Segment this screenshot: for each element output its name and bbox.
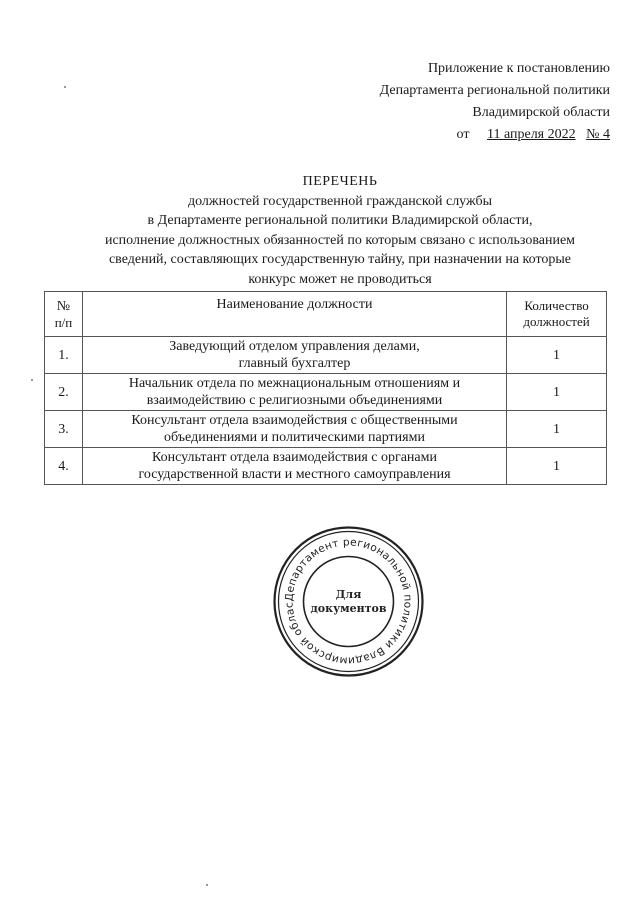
table-row (45, 411, 607, 448)
table-row (45, 448, 607, 485)
scan-speck (64, 86, 66, 88)
table-row (45, 337, 607, 374)
document-number: № 4 (586, 127, 610, 142)
row-count: 1 (507, 448, 607, 485)
row-count: 1 (507, 337, 607, 374)
row-number: 4. (45, 448, 83, 485)
stamp-seal (271, 524, 426, 679)
row-position-name: Консультант отдела взаимодействия с общественными объединениями и политическими партиями (82, 411, 506, 448)
row-position-name: Заведующий отделом управления делами, главный бухгалтер (82, 337, 506, 374)
title-line-4: сведений, составляющих государственную тайну, при назначении на которые (108, 252, 572, 267)
header-date-line (380, 124, 610, 146)
row-number: 2. (45, 374, 83, 411)
document-date: 11 апреля 2022 (486, 127, 576, 142)
document-header (380, 58, 610, 146)
table-header-row (45, 292, 607, 337)
title-heading: ПЕРЕЧЕНЬ (302, 174, 378, 189)
row-number: 1. (45, 337, 83, 374)
header-number: № п/п (45, 292, 83, 337)
row-position-name: Начальник отдела по межнациональным отношениям и взаимодействию с религиозными объединениями (82, 374, 506, 411)
row-count: 1 (507, 411, 607, 448)
scan-speck (206, 884, 208, 886)
positions-table (44, 291, 607, 485)
table-row (45, 374, 607, 411)
row-number: 3. (45, 411, 83, 448)
scan-speck (31, 379, 33, 381)
title-line-5: конкурс может не проводиться (248, 271, 432, 287)
date-prefix: от (456, 127, 470, 142)
title-line-1: должностей государственной гражданской службы (187, 193, 493, 209)
official-stamp (271, 524, 426, 679)
document-title (60, 172, 620, 289)
title-line-3: исполнение должностных обязанностей по которым связано с использованием (104, 232, 576, 248)
header-line-1: Приложение к постановлению (427, 61, 610, 76)
header-position-name: Наименование должности (82, 292, 506, 337)
header-count: Количество должностей (507, 292, 607, 337)
stamp-center-line-2: документов (310, 602, 387, 615)
title-line-2: в Департаменте региональной политики Владимирской области, (147, 213, 533, 228)
header-line-3: Владимирской области (472, 105, 610, 120)
row-position-name: Консультант отдела взаимодействия с органами государственной власти и местного самоуправления (82, 448, 506, 485)
row-count: 1 (507, 374, 607, 411)
stamp-center-line-1: Для (335, 588, 362, 601)
header-line-2: Департамента региональной политики (379, 83, 610, 98)
stamp-ring-text: Департамент региональной политики Владимирской облас (283, 536, 414, 667)
